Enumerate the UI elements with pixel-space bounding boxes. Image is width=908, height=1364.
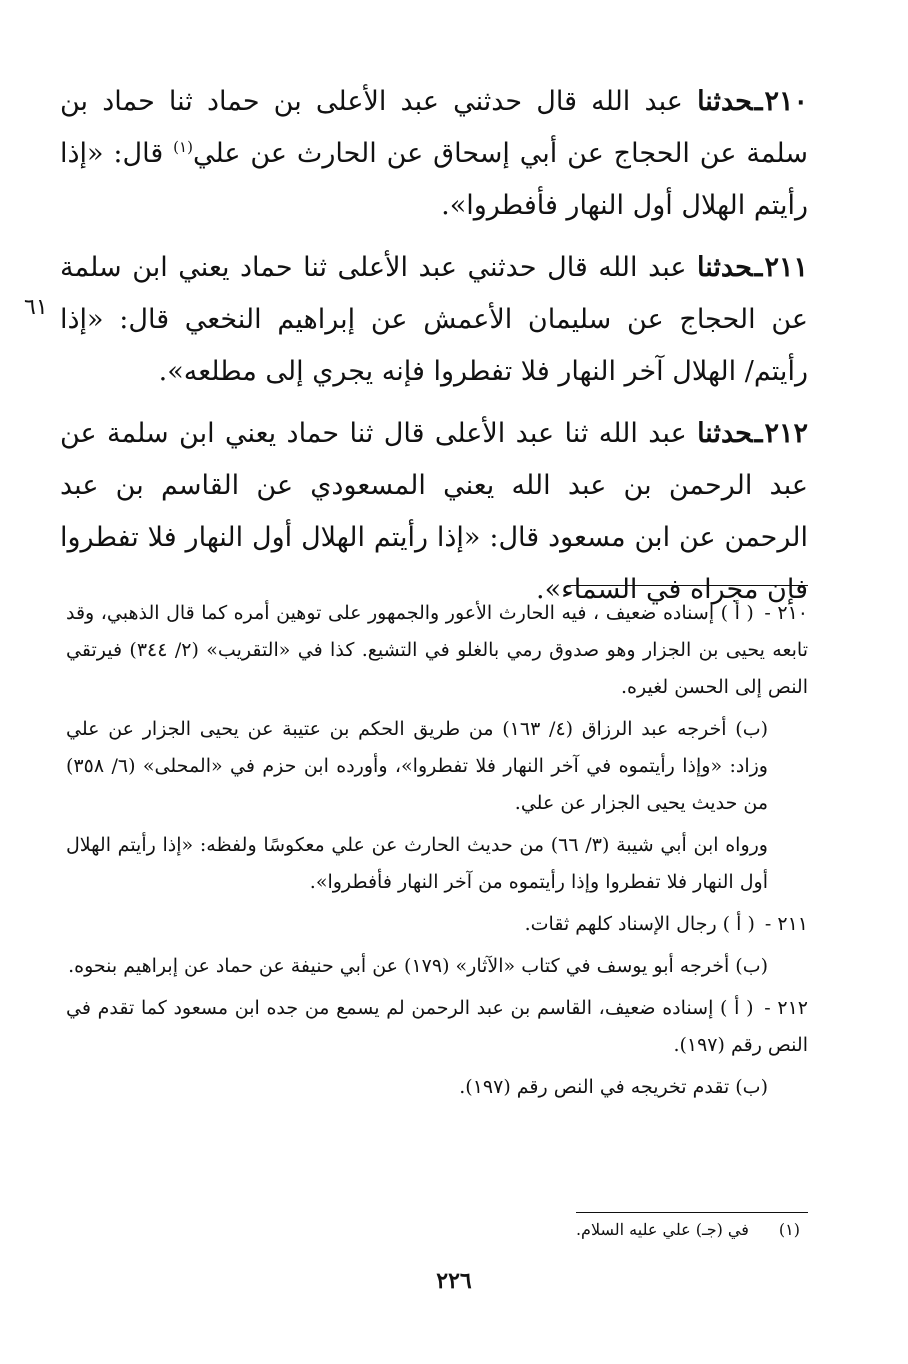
commentary-item (66, 906, 808, 943)
hadith-lead: حدثنا (697, 252, 753, 283)
main-text (60, 76, 808, 626)
commentary-text: ( أ ) إسناده ضعيف ، فيه الحارث الأعور والجمهور على توهين أمره كما قال الذهبي، وقد تابعه يحيى بن الجزار وهو صدوق رمي بالغلو في التشيع. كذا في «التقريب» (٢/ ٣٤٤) فيرتقي النص إلى الحسن لغيره. (66, 602, 808, 698)
hadith-dash: ـ (754, 86, 763, 117)
commentary-item (66, 990, 808, 1064)
commentary-section (66, 595, 808, 1111)
hadith-text: عبد الله قال حدثني عبد الأعلى ثنا حماد يعني ابن سلمة عن الحجاج عن سليمان الأعمش عن إبراهيم النخعي قال: «إذا رأيتم/ الهلال آخر النهار فلا تفطروا فإنه يجري إلى مطلعه». (60, 252, 808, 387)
page-number: ٢٢٦ (436, 1268, 472, 1294)
footnote (576, 1216, 800, 1244)
hadith-dash: ـ (754, 418, 763, 449)
commentary-text: (ب) أخرجه أبو يوسف في كتاب «الآثار» (١٧٩) عن أبي حنيفة عن حماد عن إبراهيم بنحوه. (68, 955, 768, 977)
commentary-divider (570, 585, 808, 586)
hadith-dash: ـ (754, 252, 763, 283)
hadith-number: ٢١١ (764, 252, 808, 283)
commentary-number: ٢١٢ - (764, 997, 808, 1019)
hadith-number: ٢١٠ (764, 86, 808, 117)
hadith-211 (60, 242, 808, 398)
hadith-number: ٢١٢ (764, 418, 808, 449)
hadith-lead: حدثنا (697, 86, 753, 117)
commentary-number: ٢١٠ - (764, 602, 808, 624)
commentary-text: (ب) أخرجه عبد الرزاق (٤/ ١٦٣) من طريق الحكم بن عتيبة عن يحيى الجزار عن علي وزاد: «وإذا رأيتموه في آخر النهار فلا تفطروا»، وأورده ابن حزم في «المحلى» (٦/ ٣٥٨) من حديث يحيى الجزار عن علي. (66, 718, 768, 814)
hadith-text-continued: قال: «إذا رأيتم الهلال أول النهار فأفطروا». (60, 138, 808, 221)
margin-page-reference: ٦١ (24, 295, 48, 320)
hadith-text: عبد الله قال حدثني عبد الأعلى بن حماد ثنا حماد بن سلمة عن الحجاج عن أبي إسحاق عن الحارث عن علي (60, 86, 808, 169)
commentary-item (66, 1069, 808, 1106)
commentary-number: ٢١١ - (764, 913, 808, 935)
footnote-text: في (جـ) علي عليه السلام. (575, 1220, 749, 1239)
footnote-divider (576, 1212, 808, 1213)
hadith-lead: حدثنا (697, 418, 753, 449)
hadith-text: عبد الله ثنا عبد الأعلى قال ثنا حماد يعني ابن سلمة عن عبد الرحمن بن عبد الله يعني المسعودي عن القاسم بن عبد الرحمن عن ابن مسعود قال: «إذا رأيتم الهلال أول النهار فلا تفطروا فإن مجراه في السماء». (60, 418, 808, 605)
commentary-text: ( أ ) إسناده ضعيف، القاسم بن عبد الرحمن لم يسمع من جده ابن مسعود كما تقدم في النص رقم (١٩٧). (66, 997, 808, 1056)
footnote-reference[interactable]: (١) (173, 138, 193, 156)
commentary-item (66, 711, 808, 822)
commentary-item (66, 827, 808, 901)
commentary-item (66, 948, 808, 985)
footnote-number: (١) (778, 1220, 800, 1239)
hadith-210 (60, 76, 808, 232)
commentary-text: ( أ ) رجال الإسناد كلهم ثقات. (524, 913, 755, 935)
commentary-text: (ب) تقدم تخريجه في النص رقم (١٩٧). (459, 1076, 768, 1098)
commentary-item (66, 595, 808, 706)
commentary-text: ورواه ابن أبي شيبة (٣/ ٦٦) من حديث الحارث عن علي معكوسًا ولفظه: «إذا رأيتم الهلال أول النهار فلا تفطروا وإذا رأيتموه من آخر النهار فأفطروا». (66, 834, 768, 893)
